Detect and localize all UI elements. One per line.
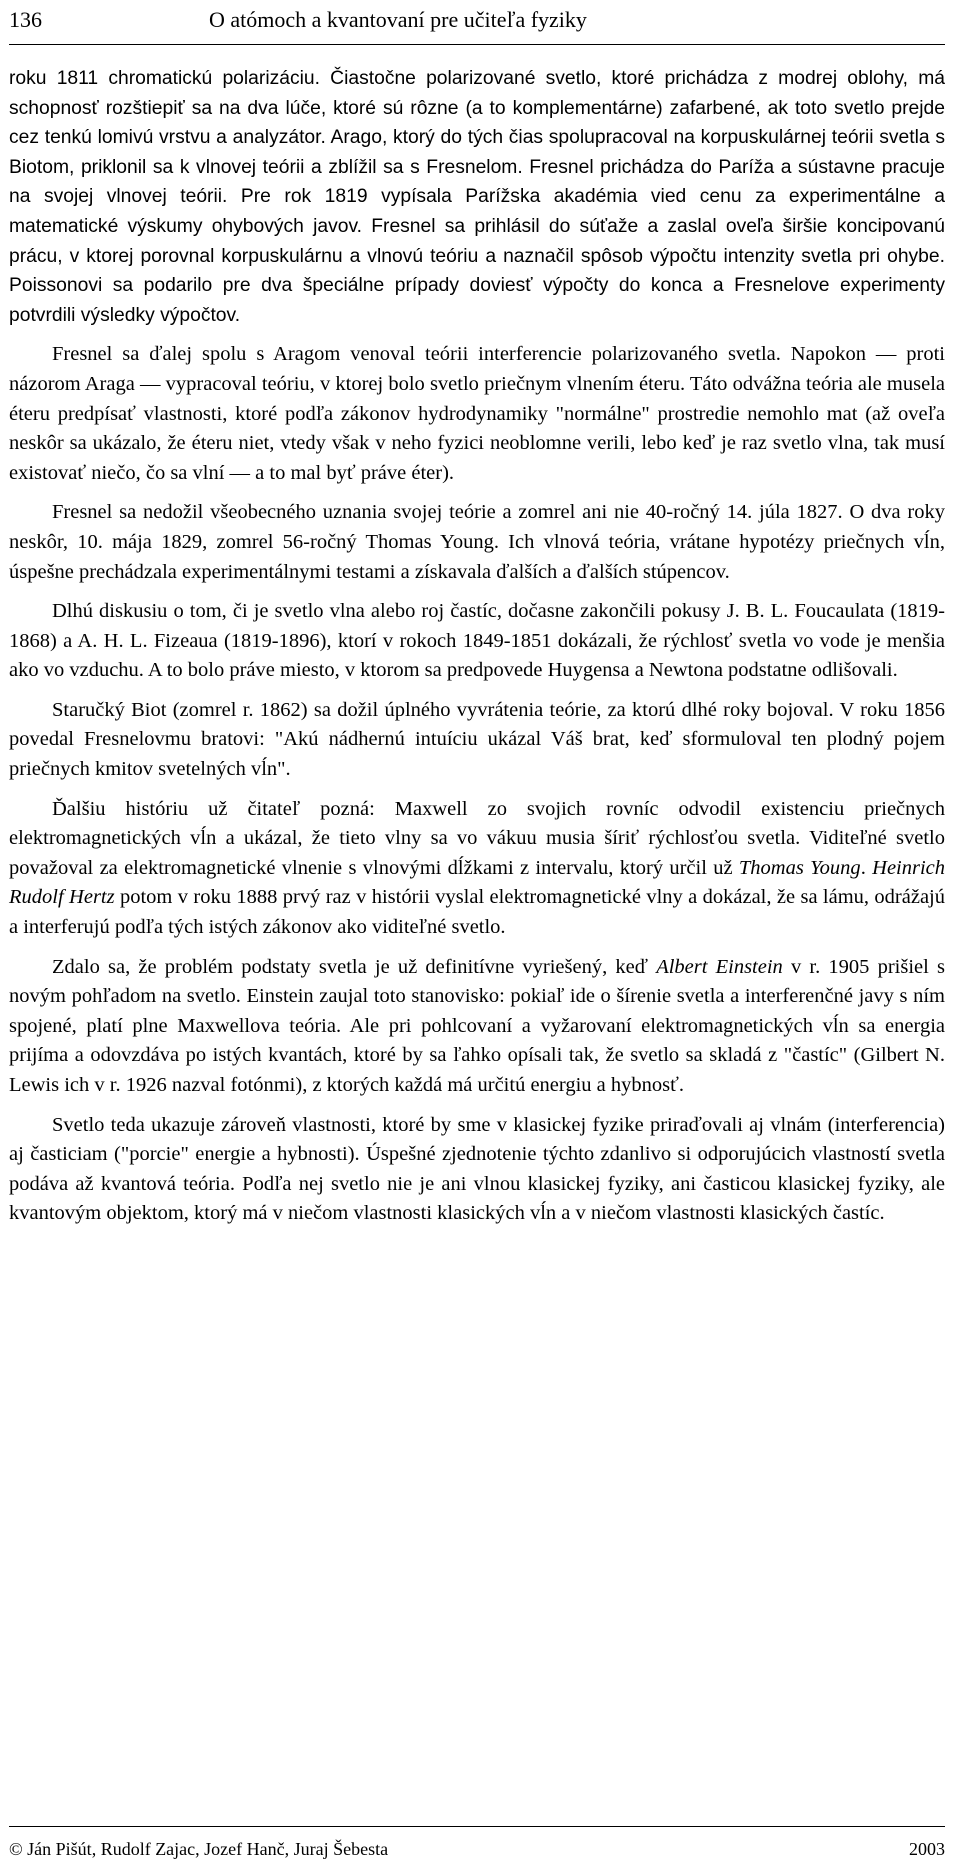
paragraph-6-text-c: potom v roku 1888 prvý raz v histórii vyslal elektromagnetické vlny a dokázal, že sa lámu, odrážajú a interferujú podľa tých istých zákonov ako viditeľné svetlo. bbox=[9, 886, 945, 939]
paragraph-6-text-b: . bbox=[860, 856, 873, 879]
paragraph-3: Fresnel sa nedožil všeobecného uznania svojej teórie a zomrel ani nie 40-ročný 14. júla 1827. O dva roky neskôr, 10. mája 1829, zomrel 56-ročný Thomas Young. Ich vlnová teória, vrátane hypotézy priečnych vĺn, úspešne prechádzala experimentálnymi testami a získavala ďalších a ďalších stúpencov. bbox=[9, 501, 945, 583]
paragraph-5: Staručký Biot (zomrel r. 1862) sa dožil úplného vyvrátenia teórie, za ktorú dlhé roky bojoval. V roku 1856 povedal Fresnelovmu bratovi: "Akú nádhernú intuíciu ukázal Váš brat, keď sformuloval ten plodný pojem priečnych kmitov svetelných vĺn". bbox=[9, 698, 945, 781]
paragraph-2: Fresnel sa ďalej spolu s Aragom venoval teórii interferencie polarizovaného svetla. Napokon — proti názorom Araga — vypracoval teóriu, v ktorej bolo svetlo priečnym vlnením éteru. Táto odvážna teória ale musela éteru predpísať vlastnosti, ktoré podľa zákonov hydrodynamiky "normálne" prostredie nemohlo mat (až oveľa neskôr sa ukázalo, že éteru niet, vtedy však v neho fyzici neoblomne verili, lebo keď je raz svetlo vlna, tak musí existovať niečo, čo sa vlní — a to mal byť práve éter). bbox=[9, 343, 945, 484]
page-header bbox=[9, 0, 945, 45]
paragraph-8: Svetlo teda ukazuje zároveň vlastnosti, ktoré by sme v klasickej fyzike priraďovali aj vlnám (interferencia) aj časticiam ("porcie" energie a hybnosti). Úspešné zjednotenie týchto zdanlivo si odporujúcich vlastností svetla podáva až kvantová teória. Podľa nej svetlo nie je ani vlnou klasickej fyziky, ani časticou klasickej fyziky, ale kvantovým objektom, ktorý má v niečom vlastnosti klasických vĺn a v niečom vlastnosti klasických častíc. bbox=[9, 1113, 945, 1225]
paragraph-4: Dlhú diskusiu o tom, či je svetlo vlna alebo roj častíc, dočasne zakončili pokusy J. B. L. Foucaulata (1819-1868) a A. H. L. Fizeaua (1819-1896), ktorí v rokoch 1849-1851 dokázali, že rýchlosť svetla vo vode je menšia ako vo vzduchu. A to bolo práve miesto, v ktorom sa predpovede Huygensa a Newtona podstatne odlišovali. bbox=[9, 600, 945, 682]
book-page bbox=[9, 0, 945, 1875]
page-number: 136 bbox=[9, 7, 42, 32]
page-footer bbox=[9, 1826, 945, 1867]
paragraph-1: roku 1811 chromatickú polarizáciu. Čiastočne polarizované svetlo, ktoré prichádza z modrej oblohy, má schopnosť rozštiepiť sa na dva lúče, ktoré sú rôzne (a to komplementárne) zafarbené, ak toto svetlo prejde cez tenkú lomivú vrstvu a analyzátor. Arago, ktorý do tých čias spolupracoval na korpuskulárnej teórii svetla s Biotom, priklonil sa k vlnovej teórii a zblížil sa s Fresnelom. Fresnel prichádza do Paríža a sústavne pracuje na svojej vlnovej teórii. Pre rok 1819 vypísala Parížska akadémia vied cenu za experimentálne a matematické výskumy ohybových javov. Fresnel sa prihlásil do súťaže a zaslal oveľa širšie koncipovanú prácu, v ktorej porovnal korpuskulárnu a vlnovú teóriu a naznačil spôsob výpočtu intenzity svetla pri ohybe. Poissonovi sa podarilo pre dva špeciálne prípady doviesť výpočty do konca a Fresnelove experimenty potvrdili výsledky výpočtov. bbox=[9, 68, 945, 326]
name-albert-einstein: Albert Einstein bbox=[656, 955, 783, 978]
paragraph-6-text-a: Ďalšiu históriu už čitateľ pozná: Maxwell zo svojich rovníc odvodil existenciu priečnych elektromagnetických vĺn a ukázal, že tieto vlny sa vo vákuu musia šíriť rýchlosťou svetla. Viditeľné svetlo považoval za elektromagnetické vlnenie s vlnovými dĺžkami z intervalu, ktorý určil už bbox=[9, 797, 945, 879]
name-heinrich-hertz: Heinrich Rudolf Hertz bbox=[9, 856, 946, 909]
paragraph-7-text-a: Zdalo sa, že problém podstaty svetla je už definitívne vyriešený, keď bbox=[52, 955, 657, 978]
paragraph-7 bbox=[9, 953, 945, 1101]
publication-year: 2003 bbox=[909, 1839, 945, 1859]
running-title: O atómoch a kvantovaní pre učiteľa fyziky bbox=[209, 7, 587, 32]
page-body bbox=[9, 64, 945, 1239]
paragraph-7-text-b: v r. 1905 prišiel s novým pohľadom na svetlo. Einstein zaujal toto stanovisko: pokiaľ ide o šírenie svetla a interferenčné javy s ním spojené, platí plne Maxwellova teória. Ale pri pohlcovaní a vyžarovaní elektromagnetických vĺn sa energia prijíma a odovzdáva po istých kvantách, ktoré by sa ľahko opísali tak, že svetlo sa skladá z "častíc" (Gilbert N. Lewis ich v r. 1926 nazval fotónmi), z ktorých každá má určitú energiu a hybnosť. bbox=[9, 955, 945, 1096]
name-thomas-young: Thomas Young bbox=[738, 856, 861, 879]
paragraph-6 bbox=[9, 795, 945, 943]
copyright-notice: © Ján Pišút, Rudolf Zajac, Jozef Hanč, Juraj Šebesta bbox=[9, 1839, 389, 1859]
